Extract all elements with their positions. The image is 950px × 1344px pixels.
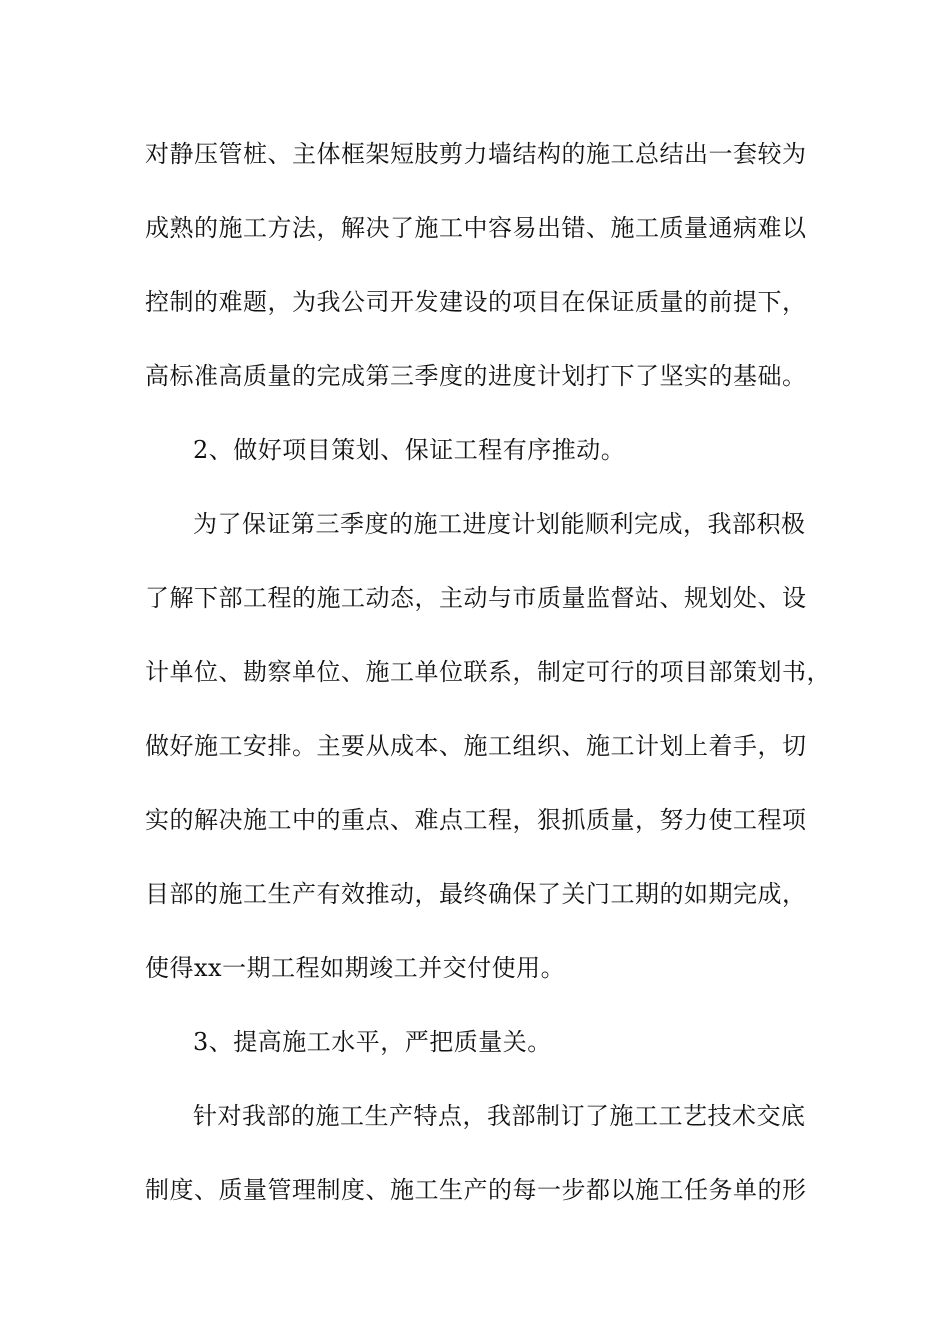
paragraph-line-1: 对静压管桩、主体框架短肢剪力墙结构的施工总结出一套较为 xyxy=(145,140,807,168)
paragraph-line-10: 实的解决施工中的重点、难点工程，狠抓质量，努力使工程项 xyxy=(145,806,807,834)
paragraph-line-12: 使得xx一期工程如期竣工并交付使用。 xyxy=(145,954,566,982)
section-heading-3: 3、提高施工水平，严把质量关。 xyxy=(193,1028,552,1056)
paragraph-line-8: 计单位、勘察单位、施工单位联系，制定可行的项目部策划书， xyxy=(145,658,831,686)
paragraph-line-6: 为了保证第三季度的施工进度计划能顺利完成，我部积极 xyxy=(193,510,806,538)
paragraph-line-11: 目部的施工生产有效推动，最终确保了关门工期的如期完成， xyxy=(145,880,807,908)
paragraph-line-15: 制度、质量管理制度、施工生产的每一步都以施工任务单的形 xyxy=(145,1176,807,1204)
paragraph-line-4: 高标准高质量的完成第三季度的进度计划打下了坚实的基础。 xyxy=(145,362,807,390)
section-heading-2: 2、做好项目策划、保证工程有序推动。 xyxy=(193,436,626,464)
paragraph-line-2: 成熟的施工方法，解决了施工中容易出错、施工质量通病难以 xyxy=(145,214,807,242)
paragraph-line-7: 了解下部工程的施工动态，主动与市质量监督站、规划处、设 xyxy=(145,584,807,612)
paragraph-line-9: 做好施工安排。主要从成本、施工组织、施工计划上着手，切 xyxy=(145,732,807,760)
paragraph-line-3: 控制的难题，为我公司开发建设的项目在保证质量的前提下， xyxy=(145,288,807,316)
paragraph-line-14: 针对我部的施工生产特点，我部制订了施工工艺技术交底 xyxy=(193,1102,806,1130)
